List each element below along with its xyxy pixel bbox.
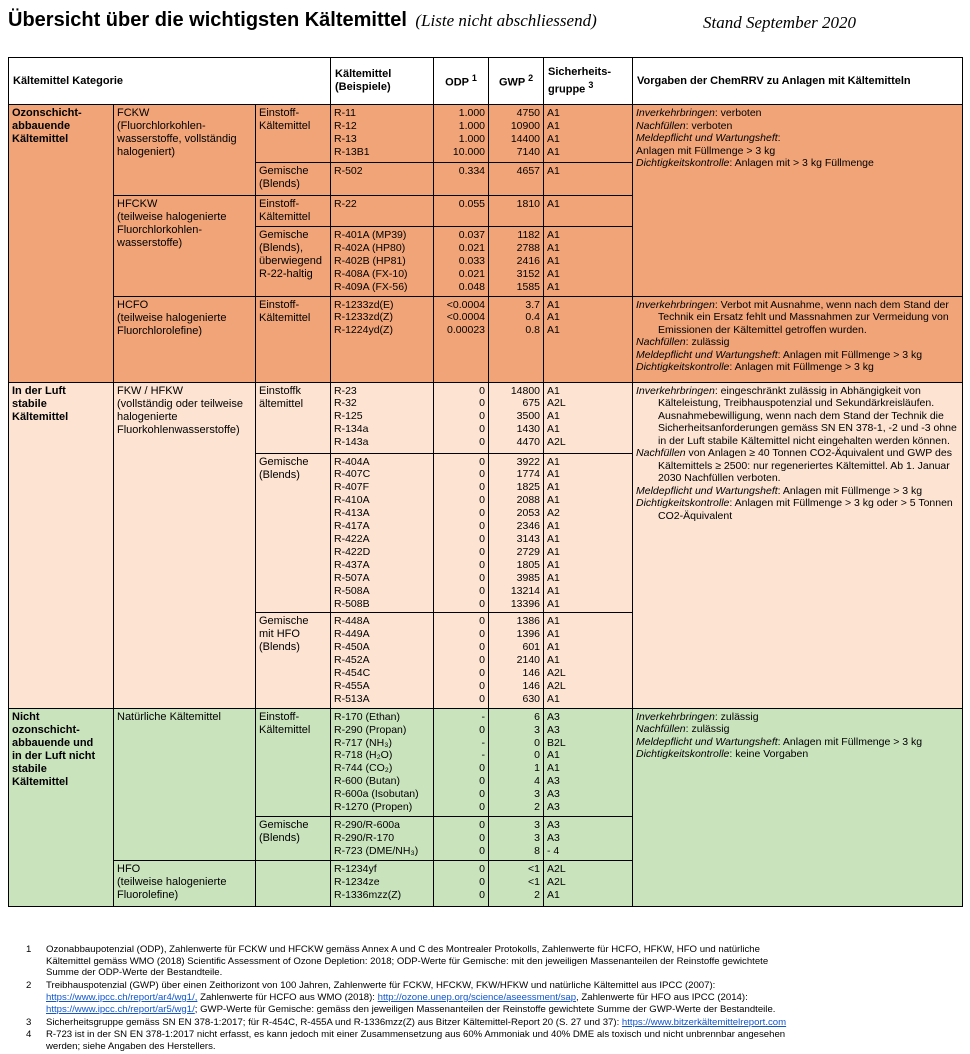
footnote-segment: werden; siehe Angaben des Herstellers. bbox=[46, 1041, 216, 1053]
rule-item bbox=[636, 711, 959, 724]
rule-item bbox=[636, 349, 959, 362]
rule-item bbox=[636, 736, 959, 749]
type-cell: Gemische (Blends) bbox=[256, 453, 331, 613]
rule-item bbox=[636, 447, 959, 485]
gwp-cell: 1810 bbox=[489, 196, 544, 227]
table-row bbox=[9, 708, 963, 816]
rule-item bbox=[636, 723, 959, 736]
page-title: Übersicht über die wichtigsten Kältemittel bbox=[8, 9, 407, 31]
refrigerant-names-cell: R-401A (MP39) R-402A (HP80) R-402B (HP81) R-408A (FX-10) R-409A (FX-56) bbox=[331, 227, 434, 297]
refrigerant-names-cell: R-1233zd(E) R-1233zd(Z) R-1224yd(Z) bbox=[331, 296, 434, 382]
table-row bbox=[9, 296, 963, 382]
refrigerant-names-cell: R-502 bbox=[331, 163, 434, 196]
rule-text: : Anlagen mit > 3 kg Füllmenge bbox=[729, 157, 874, 169]
footnote-segment: Sicherheitsgruppe gemäss SN EN 378-1:2017; für R-454C, R-455A und R-1336mzz(Z) aus Bitzer Kältemittel-Report 20 (S. 27 und 37): bbox=[46, 1016, 622, 1028]
rule-item bbox=[636, 361, 959, 374]
footnote-segment: Ozonabbaupotenzial (ODP), Zahlenwerte für FCKW und HFCKW gemäss Annex A und C des Montrealer Protokolls, Zahlenwerte für HCFO, HFKW, HFO und natürliche bbox=[46, 943, 760, 955]
header-examples: Kältemittel (Beispiele) bbox=[331, 58, 434, 105]
safety-cell: A2L A2L A1 bbox=[544, 860, 633, 906]
gwp-cell: 4750 10900 14400 7140 bbox=[489, 105, 544, 163]
footnote-text bbox=[39, 944, 970, 979]
footnote-number: 3 bbox=[26, 1016, 32, 1028]
rule-term: Dichtigkeitskontrolle bbox=[636, 157, 730, 169]
safety-cell: A1 A1 A1 bbox=[544, 296, 633, 382]
safety-cell: A1 bbox=[544, 163, 633, 196]
type-cell: Einstoff- Kältemittel bbox=[256, 105, 331, 163]
group-cell: FKW / HFKW (vollständig oder teilweise halogenierte Fluorkohlenwasserstoffe) bbox=[114, 382, 256, 708]
rule-text: : Anlagen mit Füllmenge > 3 kg oder > 5 Tonnen CO2-Äquivalent bbox=[658, 497, 953, 522]
type-cell: Gemische (Blends) bbox=[256, 163, 331, 196]
category-cell: Nicht ozonschicht- abbauende und in der Luft nicht stabile Kältemittel bbox=[9, 708, 114, 906]
header-safety-label: Sicherheits- gruppe bbox=[548, 65, 611, 96]
rule-text: : verboten bbox=[685, 119, 733, 132]
rule-term: Meldepflicht und Wartungsheft bbox=[636, 132, 778, 144]
rule-term: Nachfüllen bbox=[636, 723, 686, 736]
header-odp bbox=[434, 58, 489, 105]
refrigerant-names-cell: R-23 R-32 R-125 R-134a R-143a bbox=[331, 382, 434, 453]
rule-term: Inverkehrbringen bbox=[636, 298, 715, 311]
rule-term: Meldepflicht und Wartungsheft bbox=[636, 735, 778, 748]
rule-text: : Anlagen mit Füllmenge > 3 kg bbox=[777, 735, 923, 748]
rules-cell bbox=[633, 105, 963, 297]
rule-term: Nachfüllen bbox=[636, 336, 686, 349]
rule-item bbox=[636, 748, 959, 761]
footnote-link[interactable]: https://www.ipcc.ch/report/ar4/wg1/, bbox=[46, 991, 198, 1003]
safety-cell: A1 A1 A1 A1 bbox=[544, 105, 633, 163]
rule-item bbox=[636, 120, 959, 133]
odp-cell: <0.0004 <0.0004 0.00023 bbox=[434, 296, 489, 382]
rule-term: Dichtigkeitskontrolle bbox=[636, 748, 730, 761]
gwp-cell: 1182 2788 2416 3152 1585 bbox=[489, 227, 544, 297]
rule-item bbox=[636, 299, 959, 337]
rules-cell bbox=[633, 296, 963, 382]
group-cell: HFO (teilweise halogenierte Fluorolefine) bbox=[114, 860, 256, 906]
rule-item bbox=[636, 385, 959, 448]
rule-term: Inverkehrbringen bbox=[636, 710, 715, 723]
category-cell: Ozonschicht- abbauende Kältemittel bbox=[9, 105, 114, 383]
rule-text: : Anlagen mit Füllmenge > 3 kg bbox=[729, 361, 874, 374]
footnote-text bbox=[39, 1017, 970, 1029]
gwp-cell: <1 <1 2 bbox=[489, 860, 544, 906]
group-cell: HFCKW (teilweise halogenierte Fluorchlorkohlen- wasserstoffe) bbox=[114, 196, 256, 297]
header-rules: Vorgaben der ChemRRV zu Anlagen mit Kältemitteln bbox=[633, 58, 963, 105]
footnote-link[interactable]: http://ozone.unep.org/science/aseessment/sap bbox=[377, 991, 577, 1003]
gwp-cell: 6 3 0 0 1 4 3 2 bbox=[489, 708, 544, 816]
rule-item bbox=[636, 107, 959, 120]
rule-text: : zulässig bbox=[714, 710, 759, 723]
refrigerant-names-cell: R-448A R-449A R-450A R-452A R-454C R-455A R-513A bbox=[331, 613, 434, 708]
odp-cell: 0.037 0.021 0.033 0.021 0.048 bbox=[434, 227, 489, 297]
category-cell: In der Luft stabile Kältemittel bbox=[9, 382, 114, 708]
header-safety-footnote-ref: 3 bbox=[588, 79, 594, 90]
footnote-segment: Summe der ODP-Werte der Bestandteile. bbox=[46, 967, 223, 979]
footnote-link[interactable]: https://www.bitzerkältemittelreport.com bbox=[621, 1016, 787, 1028]
type-cell: Gemische (Blends), überwiegend R-22-haltig bbox=[256, 227, 331, 297]
group-cell: Natürliche Kältemittel bbox=[114, 708, 256, 860]
title-note: (Liste nicht abschliessend) bbox=[415, 11, 597, 30]
gwp-cell: 3 3 8 bbox=[489, 817, 544, 861]
group-cell: HCFO (teilweise halogenierte Fluorchlorolefine) bbox=[114, 296, 256, 382]
gwp-cell: 3922 1774 1825 2088 2053 2346 3143 2729 1805 3985 13214 13396 bbox=[489, 453, 544, 613]
gwp-cell: 3.7 0.4 0.8 bbox=[489, 296, 544, 382]
odp-cell: 0.334 bbox=[434, 163, 489, 196]
odp-cell: 0 0 0 0 0 0 0 0 0 0 0 0 bbox=[434, 453, 489, 613]
rule-term: Nachfüllen bbox=[636, 119, 686, 132]
type-cell: Einstoff- Kältemittel bbox=[256, 296, 331, 382]
footnote-segment: Treibhauspotenzial (GWP) über einen Zeithorizont von 100 Jahren, Zahlenwerte für FCKW, HFCKW, FKW/HFKW und natürliche Kältemittel aus IPCC (2007): bbox=[46, 980, 716, 992]
rule-term: Nachfüllen bbox=[636, 447, 686, 460]
rule-text: : Anlagen mit Füllmenge > 3 kg bbox=[777, 348, 923, 361]
rules-cell bbox=[633, 382, 963, 708]
footnote-text bbox=[39, 1029, 970, 1053]
safety-cell: A1 bbox=[544, 196, 633, 227]
rule-term: Inverkehrbringen bbox=[636, 384, 715, 397]
header-gwp bbox=[489, 58, 544, 105]
rule-term: Inverkehrbringen bbox=[636, 107, 715, 119]
odp-cell: 0 0 0 0 0 bbox=[434, 382, 489, 453]
refrigerant-names-cell: R-170 (Ethan) R-290 (Propan) R-717 (NH₃) R-718 (H₂O) R-744 (CO₂) R-600 (Butan) R-600a (Isobutan) R-1270 (Propen) bbox=[331, 708, 434, 816]
group-cell: FCKW (Fluorchlorkohlen- wasserstoffe, vollständig halogeniert) bbox=[114, 105, 256, 196]
odp-cell: 0 0 0 bbox=[434, 817, 489, 861]
header-gwp-label: GWP bbox=[498, 76, 526, 89]
footnote-number: 2 bbox=[26, 980, 32, 992]
refrigerant-names-cell: R-290/R-600a R-290/R-170 R-723 (DME/NH₃) bbox=[331, 817, 434, 861]
footnote bbox=[26, 1017, 970, 1029]
rule-text: : Anlagen mit Füllmenge > 3 kg bbox=[777, 484, 923, 497]
footnote bbox=[26, 944, 970, 979]
refrigerant-names-cell: R-1234yf R-1234ze R-1336mzz(Z) bbox=[331, 860, 434, 906]
rule-term: Meldepflicht und Wartungsheft bbox=[636, 348, 778, 361]
title-date: Stand September 2020 bbox=[703, 13, 856, 32]
type-cell: Einstoffk ältemittel bbox=[256, 382, 331, 453]
type-cell bbox=[256, 860, 331, 906]
odp-cell: 0 0 0 bbox=[434, 860, 489, 906]
gwp-cell: 4657 bbox=[489, 163, 544, 196]
type-cell: Einstoff- Kältemittel bbox=[256, 708, 331, 816]
footnote-segment: , Zahlenwerte für HFO aus IPCC (2014): bbox=[576, 991, 748, 1003]
rule-text: : bbox=[777, 132, 781, 144]
odp-cell: 1.000 1.000 1.000 10.000 bbox=[434, 105, 489, 163]
safety-cell: A3 A3 - 4 bbox=[544, 817, 633, 861]
footnote-segment: R-723 ist in der SN EN 378-1:2017 nicht erfasst, es kann jedoch mit einer Zusammensetzung aus 60% Ammoniak und 40% DME als toxisch und nicht unbrennbar angesehen bbox=[46, 1029, 786, 1041]
rule-item bbox=[636, 132, 959, 145]
rule-item bbox=[636, 157, 959, 170]
refrigerant-names-cell: R-22 bbox=[331, 196, 434, 227]
header-odp-footnote-ref: 1 bbox=[471, 73, 477, 84]
safety-cell: A1 A2L A1 A1 A2L bbox=[544, 382, 633, 453]
refrigerant-names-cell: R-404A R-407C R-407F R-410A R-413A R-417A R-422A R-422D R-437A R-507A R-508A R-508B bbox=[331, 453, 434, 613]
rule-term: Meldepflicht und Wartungsheft bbox=[636, 484, 778, 497]
header-gwp-footnote-ref: 2 bbox=[528, 73, 534, 84]
safety-cell: A3 A3 B2L A1 A1 A3 A3 A3 bbox=[544, 708, 633, 816]
footnote-segment: Kältemittel gemäss WMO (2018) Scientific Assessment of Ozone Depletion: 2018; ODP-Werte für Gemische: mit den jeweiligen Massenanteilen der Reinstoffe gewichtete bbox=[46, 955, 769, 967]
gwp-cell: 14800 675 3500 1430 4470 bbox=[489, 382, 544, 453]
type-cell: Gemische mit HFO (Blends) bbox=[256, 613, 331, 708]
type-cell: Gemische (Blends) bbox=[256, 817, 331, 861]
rule-text: : verboten bbox=[714, 107, 762, 119]
rule-text: : zulässig bbox=[685, 336, 730, 349]
footnote-number: 4 bbox=[26, 1029, 32, 1041]
rules-cell bbox=[633, 708, 963, 906]
rule-term: Dichtigkeitskontrolle bbox=[636, 497, 730, 510]
table-row bbox=[9, 105, 963, 163]
footnote-text bbox=[39, 980, 970, 1015]
rule-item bbox=[636, 485, 959, 498]
odp-cell: 0 0 0 0 0 0 0 bbox=[434, 613, 489, 708]
header-category: Kältemittel Kategorie bbox=[9, 58, 331, 105]
rule-item bbox=[636, 145, 959, 158]
footnote bbox=[26, 980, 970, 1015]
odp-cell: 0.055 bbox=[434, 196, 489, 227]
odp-cell: - 0 - - 0 0 0 0 bbox=[434, 708, 489, 816]
refrigerant-names-cell: R-11 R-12 R-13 R-13B1 bbox=[331, 105, 434, 163]
header-safety-group bbox=[544, 58, 633, 105]
footnote-link[interactable]: https://www.ipcc.ch/report/ar5/wg1/ bbox=[46, 1003, 195, 1015]
header-row bbox=[9, 58, 963, 105]
footnote-segment: Zahlenwerte für HCFO aus WMO (2018): bbox=[197, 991, 378, 1003]
rule-text: : Verbot mit Ausnahme, wenn nach dem Stand der Technik ein Ersatz fehlt und Massnahmen zur Vermeidung von Emissionen der Kältemittel getroffen wurden. bbox=[658, 298, 949, 336]
rule-term: Dichtigkeitskontrolle bbox=[636, 361, 730, 374]
table-body bbox=[9, 105, 963, 907]
table-row bbox=[9, 382, 963, 453]
rule-text: von Anlagen ≥ 40 Tonnen CO2-Äquivalent und GWP des Kältemittels ≥ 2500: nur regeneriertes Kältemittel. Ab 1. Januar 2030 Nachfüllen verboten. bbox=[658, 447, 952, 485]
footnote-segment: ; GWP-Werte für Gemische: gemäss den jeweiligen Massenanteilen der Reinstoffe gewichtete Summe der GWP-Werte der Bestandteile. bbox=[194, 1003, 776, 1015]
footnotes bbox=[26, 944, 970, 1053]
footnote-number: 1 bbox=[26, 943, 32, 955]
rule-item bbox=[636, 497, 959, 522]
refrigerant-table bbox=[8, 57, 963, 907]
rule-text: : eingeschränkt zulässig in Abhängigkeit von Kälteleistung, Treibhauspotenzial und Sekundärkreisläufen. Ausnahmebewilligung, wenn nach dem Stand der Technik die Sicherheitsanforderungen gemäss SN EN 378-1, -2 und -3 ohne in der Luft stabile Kältemittel nicht eingehalten werden können. bbox=[658, 384, 957, 447]
rule-text: Anlagen mit Füllmenge > 3 kg bbox=[636, 144, 776, 157]
footnote bbox=[26, 1029, 970, 1053]
safety-cell: A1 A1 A1 A1 A1 bbox=[544, 227, 633, 297]
rule-text: : keine Vorgaben bbox=[729, 748, 809, 761]
gwp-cell: 1386 1396 601 2140 146 146 630 bbox=[489, 613, 544, 708]
rule-item bbox=[636, 336, 959, 349]
header-odp-label: ODP bbox=[445, 76, 469, 89]
safety-cell: A1 A1 A1 A1 A2 A1 A1 A1 A1 A1 A1 A1 bbox=[544, 453, 633, 613]
rule-text: : zulässig bbox=[685, 723, 730, 736]
type-cell: Einstoff- Kältemittel bbox=[256, 196, 331, 227]
safety-cell: A1 A1 A1 A1 A2L A2L A1 bbox=[544, 613, 633, 708]
title-bar bbox=[0, 0, 970, 57]
